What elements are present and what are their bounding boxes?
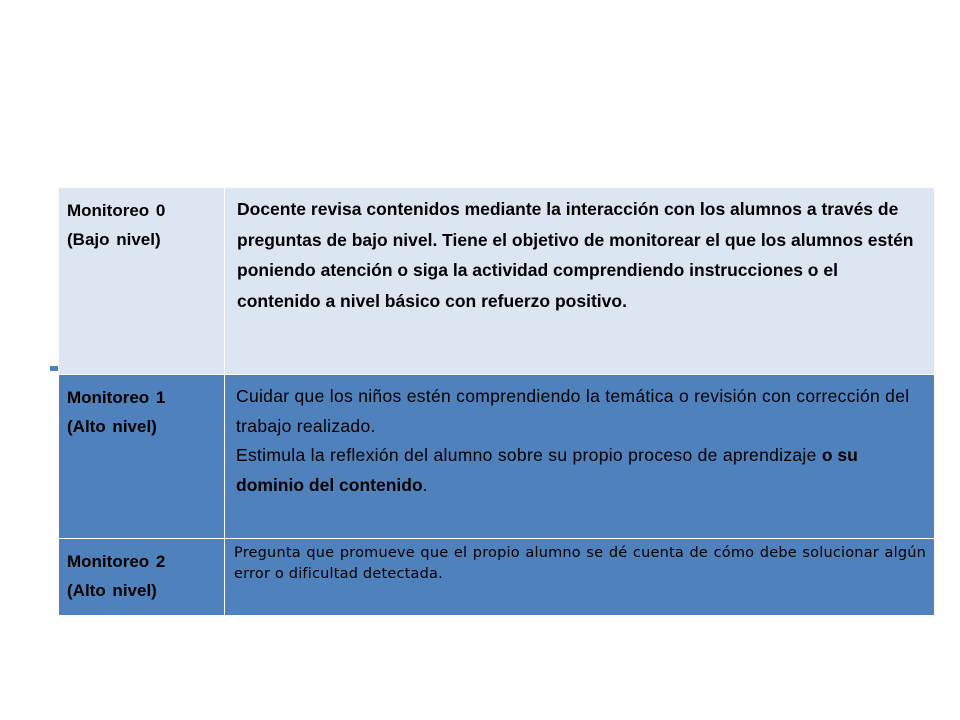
level-tier: (Alto nivel) [67, 581, 157, 600]
description-paragraph [236, 441, 926, 500]
level-tier: (Bajo nivel) [67, 230, 161, 249]
level-name: Monitoreo 2 [67, 552, 166, 571]
table-row [59, 375, 935, 539]
level-description: Pregunta que promueve que el propio alumno se dé cuenta de cómo debe solucionar algún error o dificultad detectada. [225, 539, 935, 616]
level-name: Monitoreo 1 [67, 388, 166, 407]
description-emphasis: o su dominio del contenido [236, 445, 858, 495]
level-tier: (Alto nivel) [67, 417, 157, 436]
table-row [59, 188, 935, 375]
description-end: . [422, 474, 428, 495]
level-description: Docente revisa contenidos mediante la interacción con los alumnos a través de preguntas de bajo nivel. Tiene el objetivo de monitorear el que los alumnos estén poniendo atención o siga la actividad comprendiendo instrucciones o el contenido a nivel básico con refuerzo positivo. [225, 188, 935, 375]
level-label-cell [59, 539, 225, 616]
level-label-cell [59, 375, 225, 539]
monitoring-levels-table [58, 187, 935, 616]
level-description [225, 375, 935, 539]
table-row [59, 539, 935, 616]
description-paragraph: Cuidar que los niños estén comprendiendo la temática o revisión con corrección del trabajo realizado. [236, 386, 910, 436]
level-label-cell [59, 188, 225, 375]
description-text: Estimula la reflexión del alumno sobre su propio proceso de aprendizaje [236, 445, 817, 465]
level-name: Monitoreo 0 [67, 201, 166, 220]
